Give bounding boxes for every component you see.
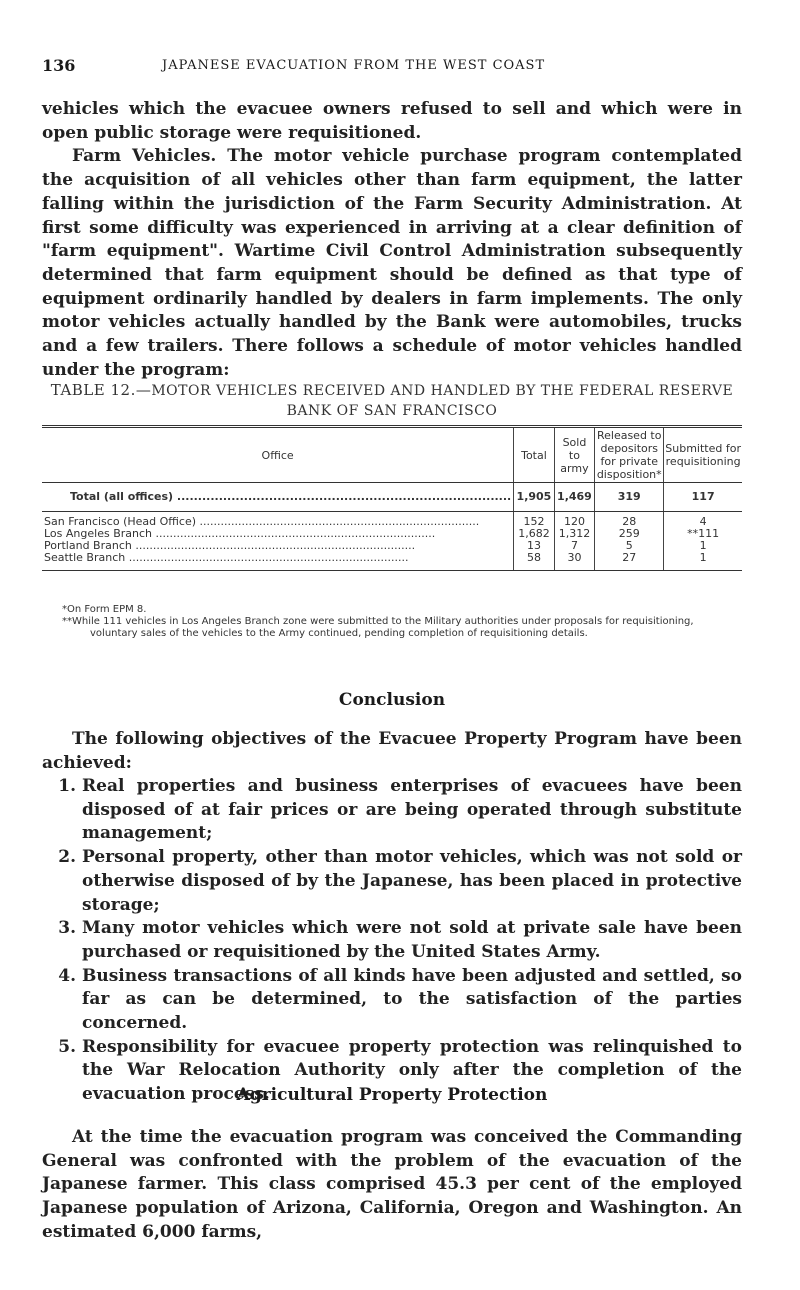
intro-section bbox=[42, 98, 742, 382]
list-item-number: 1. bbox=[58, 776, 76, 796]
total-sold: 1,469 bbox=[554, 483, 595, 512]
farm-vehicles-text: The motor vehicle purchase program contemplated the acquisition of all vehicles other than farm equipment, the latter falling within the jurisdiction of the Farm Security Administration. At first some difficulty was experienced in arriving at a clear definition of "farm equipment". Wartime Civil Control Administration subsequently determined that farm equipment should be defined as that type of equipment ordinarily handled by dealers in farm implements. The only motor vehicles actually handled by the Bank were automobiles, trucks and a few trailers. There follows a schedule of motor vehicles handled under the program: bbox=[42, 146, 742, 380]
vehicles-table bbox=[42, 425, 742, 571]
footnote-1: *On Form EPM 8. bbox=[62, 604, 147, 615]
row-office: San Francisco (Head Office) ................................................................................ bbox=[44, 515, 480, 528]
page-number: 136 bbox=[42, 56, 76, 75]
objectives-list bbox=[42, 775, 742, 1107]
row-total: 58 bbox=[514, 552, 554, 571]
row-sold: 120 bbox=[554, 512, 595, 529]
farm-vehicles-paragraph bbox=[42, 145, 742, 382]
table-total-row bbox=[42, 483, 742, 512]
list-item-text: Real properties and business enterprises of evacuees have been disposed of at fair prices or are being operated through substitute management; bbox=[82, 776, 742, 844]
footnote-2: **While 111 vehicles in Los Angeles Branch zone were submitted to the Military authorities under proposals for requisitioning, voluntary sales of the vehicles to the Army continued, pending completion of requisitioning details. bbox=[62, 616, 694, 639]
conclusion-heading: Conclusion bbox=[338, 690, 446, 710]
row-released: 28 bbox=[595, 512, 664, 529]
running-head bbox=[42, 56, 742, 76]
list-item bbox=[42, 917, 742, 964]
row-total: 13 bbox=[514, 540, 554, 552]
table-caption-line1: MOTOR VEHICLES RECEIVED AND HANDLED BY THE FEDERAL RESERVE bbox=[151, 383, 734, 399]
row-released: 27 bbox=[595, 552, 664, 571]
header-released: Released to depositors for private disposition* bbox=[595, 427, 664, 483]
running-title: JAPANESE EVACUATION FROM THE WEST COAST bbox=[162, 58, 546, 73]
total-submitted: 117 bbox=[664, 483, 742, 512]
row-office: Los Angeles Branch ................................................................................ bbox=[44, 528, 436, 540]
list-item-text: Business transactions of all kinds have been adjusted and settled, so far as can be determined, to the satisfaction of the parties concerned. bbox=[82, 965, 742, 1034]
list-item-number: 2. bbox=[58, 847, 76, 868]
row-released: 259 bbox=[595, 528, 664, 540]
list-item-text: Personal property, other than motor vehicles, which was not sold or otherwise disposed of by the Japanese, has been placed in protective storage; bbox=[82, 847, 742, 915]
agricultural-paragraph: At the time the evacuation program was conceived the Commanding General was confronted with the problem of the evacuation of the Japanese farmer. This class comprised 45.3 per cent of the employed Japanese population of Arizona, California, Oregon and Washington. An estimated 6,000 farms, bbox=[42, 1127, 742, 1242]
row-submitted: 1 bbox=[664, 552, 742, 571]
table-row bbox=[42, 540, 742, 552]
table-caption-label: TABLE 12.— bbox=[50, 381, 152, 399]
header-total: Total bbox=[514, 427, 554, 483]
table-footnotes bbox=[62, 604, 722, 640]
row-sold: 1,312 bbox=[554, 528, 595, 540]
header-submitted: Submitted for requisitioning bbox=[664, 427, 742, 483]
row-submitted: **111 bbox=[664, 528, 742, 540]
header-office: Office bbox=[42, 427, 514, 483]
list-item bbox=[42, 846, 742, 917]
list-item bbox=[42, 775, 742, 846]
row-sold: 7 bbox=[554, 540, 595, 552]
list-item-number: 4. bbox=[58, 965, 76, 986]
row-sold: 30 bbox=[554, 552, 595, 571]
list-item-number: 5. bbox=[58, 1036, 76, 1057]
row-total: 1,682 bbox=[514, 528, 554, 540]
list-item-text: Responsibility for evacuee property protection was relinquished to the War Relocation Authority only after the completion of the evacuation process. bbox=[82, 1036, 742, 1105]
vehicles-table-wrapper bbox=[42, 425, 742, 571]
row-released: 5 bbox=[595, 540, 664, 552]
agricultural-section bbox=[42, 1126, 742, 1245]
conclusion-lead-paragraph: The following objectives of the Evacuee Property Program have been achieved: bbox=[42, 729, 742, 773]
total-total: 1,905 bbox=[514, 483, 554, 512]
table-row bbox=[42, 512, 742, 529]
row-submitted: 1 bbox=[664, 540, 742, 552]
agricultural-heading: Agricultural Property Protection bbox=[236, 1085, 548, 1105]
continuation-paragraph: vehicles which the evacuee owners refused to sell and which were in open public storage were requisitioned. bbox=[42, 99, 742, 143]
row-office: Portland Branch ................................................................................ bbox=[44, 540, 416, 552]
farm-vehicles-heading: Farm Vehicles. bbox=[72, 146, 217, 167]
table-row bbox=[42, 528, 742, 540]
conclusion-lead bbox=[42, 728, 742, 775]
list-item bbox=[42, 965, 742, 1036]
row-office: Seattle Branch ................................................................................ bbox=[42, 552, 514, 571]
row-submitted: 4 bbox=[664, 512, 742, 529]
list-item-text: Many motor vehicles which were not sold at private sale have been purchased or requisitioned by the United States Army. bbox=[82, 918, 742, 962]
table-row bbox=[42, 552, 742, 571]
table-caption-line2: BANK OF SAN FRANCISCO bbox=[286, 403, 498, 419]
total-label: Total (all offices) ................................................................................ bbox=[42, 483, 514, 512]
table-caption bbox=[42, 380, 742, 421]
row-total: 152 bbox=[514, 512, 554, 529]
header-sold-to-army: Sold to army bbox=[554, 427, 595, 483]
list-item-number: 3. bbox=[58, 918, 76, 939]
total-released: 319 bbox=[595, 483, 664, 512]
table-header-row bbox=[42, 427, 742, 483]
